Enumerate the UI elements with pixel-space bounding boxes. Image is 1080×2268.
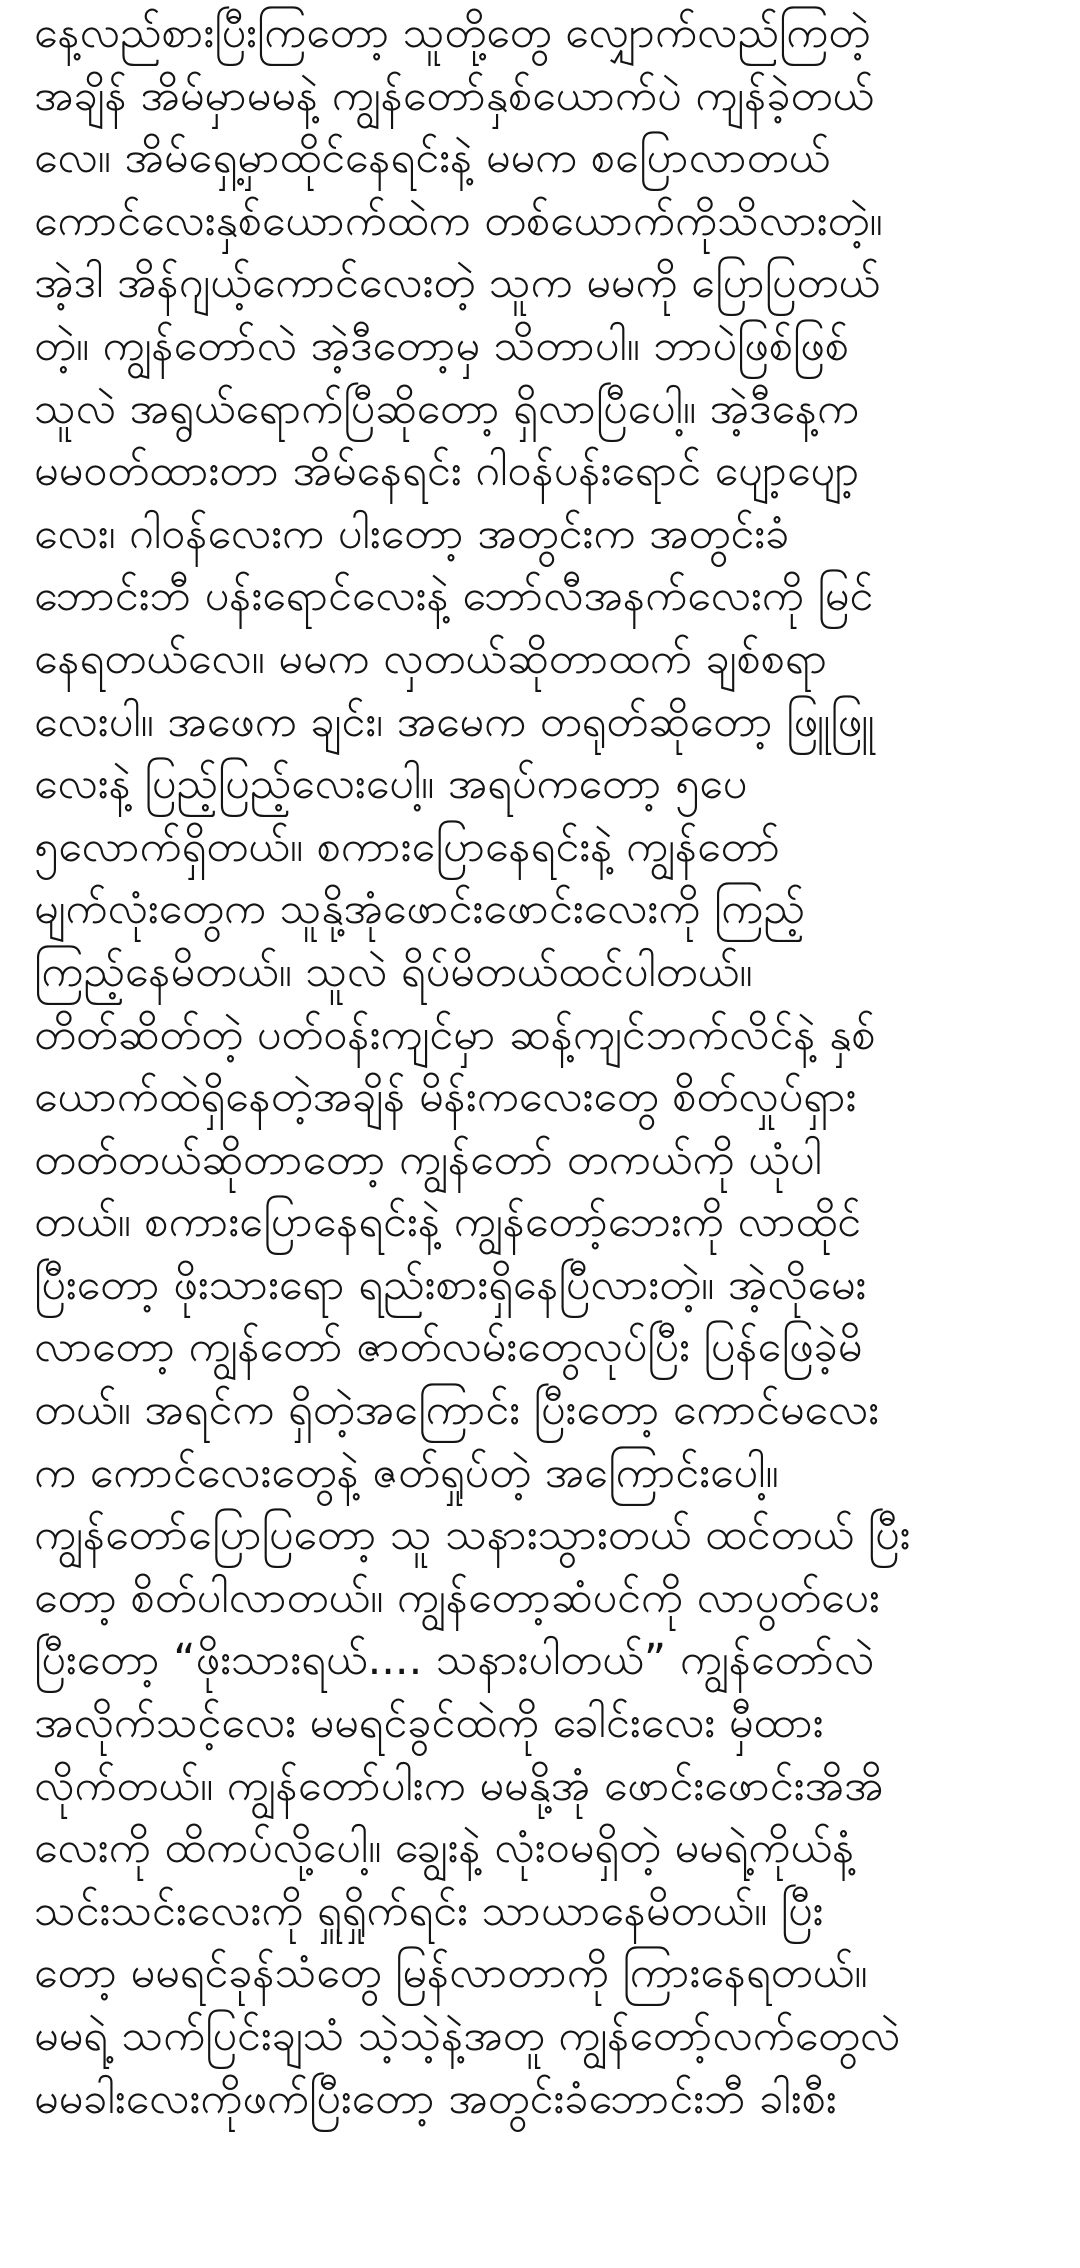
- text-line: လေး၊ ဂါဝန်လေးက ပါးတော့ အတွင်းက အတွင်းခံ: [34, 508, 790, 559]
- text-line: လေ။ အိမ်ရှေ့မှာထိုင်နေရင်းနဲ့ မမက စပြောလာတယ်: [34, 133, 831, 184]
- text-line: တယ်။ စကားပြောနေရင်းနဲ့ ကျွန်တော့်ဘေးကို လာထိုင်: [34, 1197, 861, 1248]
- text-line: မမရဲ့ သက်ပြင်းချသံ သဲ့သဲ့နဲ့အတူ ကျွန်တော့်လက်တွေလဲ: [34, 2011, 901, 2061]
- text-line: မျက်လုံးတွေက သူနို့အုံဖောင်းဖောင်းလေးကို ကြည့်: [34, 884, 805, 935]
- text-line: လေးကို ထိကပ်လို့ပေါ့။ ချွေးနဲ့ လုံးဝမရှိတဲ့ မမရဲ့ကိုယ်နံ့: [34, 1823, 855, 1874]
- text-line: တဲ့။ ကျွန်တော်လဲ အဲ့ဒီတော့မှ သိတာပါ။ ဘာပဲဖြစ်ဖြစ်: [34, 320, 849, 371]
- text-line: ကောင်လေးနှစ်ယောက်ထဲက တစ်ယောက်ကိုသိလားတဲ့။: [34, 195, 883, 246]
- text-line: သင်းသင်းလေးကို ရှူရှိုက်ရင်း သာယာနေမိတယ်။ ပြီး: [34, 1885, 824, 1936]
- text-line: လိုက်တယ်။ ကျွန်တော်ပါးက မမနို့အုံ ဖောင်းဖောင်းအိအိ: [34, 1760, 884, 1811]
- text-line: ၅လောက်ရှိတယ်။ စကားပြောနေရင်းနဲ့ ကျွန်တော်: [34, 821, 781, 872]
- text-line: အလိုက်သင့်လေး မမရင်ခွင်ထဲကို ခေါင်းလေး မှီထား: [34, 1698, 824, 1749]
- text-line: မမခါးလေးကိုဖက်ပြီးတော့ အတွင်းခံဘောင်းဘီ ခါးစီး: [34, 2073, 837, 2124]
- text-line: နေရတယ်လေ။ မမက လှတယ်ဆိုတာထက် ချစ်စရာ: [34, 633, 828, 684]
- text-line: နေ့လည်စားပြီးကြတော့ သူတို့တွေ လျှောက်လည်ကြတဲ့: [34, 8, 871, 58]
- text-line: တော့ မမရင်ခုန်သံတွေ မြန်လာတာကို ကြားနေရတယ်။: [34, 1948, 868, 1999]
- text-line: လေးပါ။ အဖေက ချင်း၊ အမေက တရုတ်ဆိုတော့ ဖြူဖြူ: [34, 696, 875, 747]
- text-line: ကြည့်နေမိတယ်။ သူလဲ ရိပ်မိတယ်ထင်ပါတယ်။: [34, 946, 753, 997]
- text-line: တယ်။ အရင်က ရှိတဲ့အကြောင်း ပြီးတော့ ကောင်မလေး: [34, 1385, 880, 1436]
- text-line: မမဝတ်ထားတာ အိမ်နေရင်း ဂါဝန်ပန်းရောင် ပျော့ပျော့: [34, 446, 860, 497]
- text-line: အချိန် အိမ်မှာမမနဲ့ ကျွန်တော်နှစ်ယောက်ပဲ ကျန်ခဲ့တယ်: [34, 70, 875, 121]
- article-body: [34, 2, 1064, 2130]
- text-line: သူလဲ အရွယ်ရောက်ပြီဆိုတော့ ရှိလာပြီပေါ့။ အဲ့ဒီနေ့က: [34, 383, 860, 434]
- text-line: ဘောင်းဘီ ပန်းရောင်လေးနဲ့ ဘော်လီအနက်လေးကို မြင်: [34, 571, 874, 622]
- text-line: အဲ့ဒါ အိန်ဂျယ့်ကောင်လေးတဲ့ သူက မမကို ပြောပြတယ်: [34, 258, 881, 309]
- text-line: ပြီးတော့ ဖိုးသားရော ရည်းစားရှိနေပြီလားတဲ့။ အဲ့လိုမေး: [34, 1259, 867, 1310]
- text-line: ကျွန်တော်ပြောပြတော့ သူ သနားသွားတယ် ထင်တယ် ပြီး: [34, 1510, 911, 1561]
- text-line: တိတ်ဆိတ်တဲ့ ပတ်ဝန်းကျင်မှာ ဆန့်ကျင်ဘက်လိင်နဲ့ နှစ်: [34, 1009, 876, 1060]
- text-line: လာတော့ ကျွန်တော် ဇာတ်လမ်းတွေလုပ်ပြီး ပြန်ဖြေခဲ့မိ: [34, 1322, 863, 1373]
- text-line: တတ်တယ်ဆိုတာတော့ ကျွန်တော် တကယ်ကို ယုံပါ: [34, 1134, 822, 1185]
- text-line: က ကောင်လေးတွေနဲ့ ဇတ်ရှုပ်တဲ့ အကြောင်းပေါ့။: [34, 1447, 779, 1498]
- text-line: ယောက်ထဲရှိနေတဲ့အချိန် မိန်းကလေးတွေ စိတ်လှုပ်ရှား: [34, 1072, 857, 1123]
- text-line: လေးနဲ့ ပြည့်ပြည့်လေးပေါ့။ အရပ်ကတော့ ၅ပေ: [34, 759, 748, 810]
- text-line: ပြီးတော့ “ဖိုးသားရယ်.... သနားပါတယ်” ကျွန်တော်လဲ: [34, 1635, 875, 1686]
- text-line: တော့ စိတ်ပါလာတယ်။ ကျွန်တော့ဆံပင်ကို လာပွတ်ပေး: [34, 1572, 880, 1623]
